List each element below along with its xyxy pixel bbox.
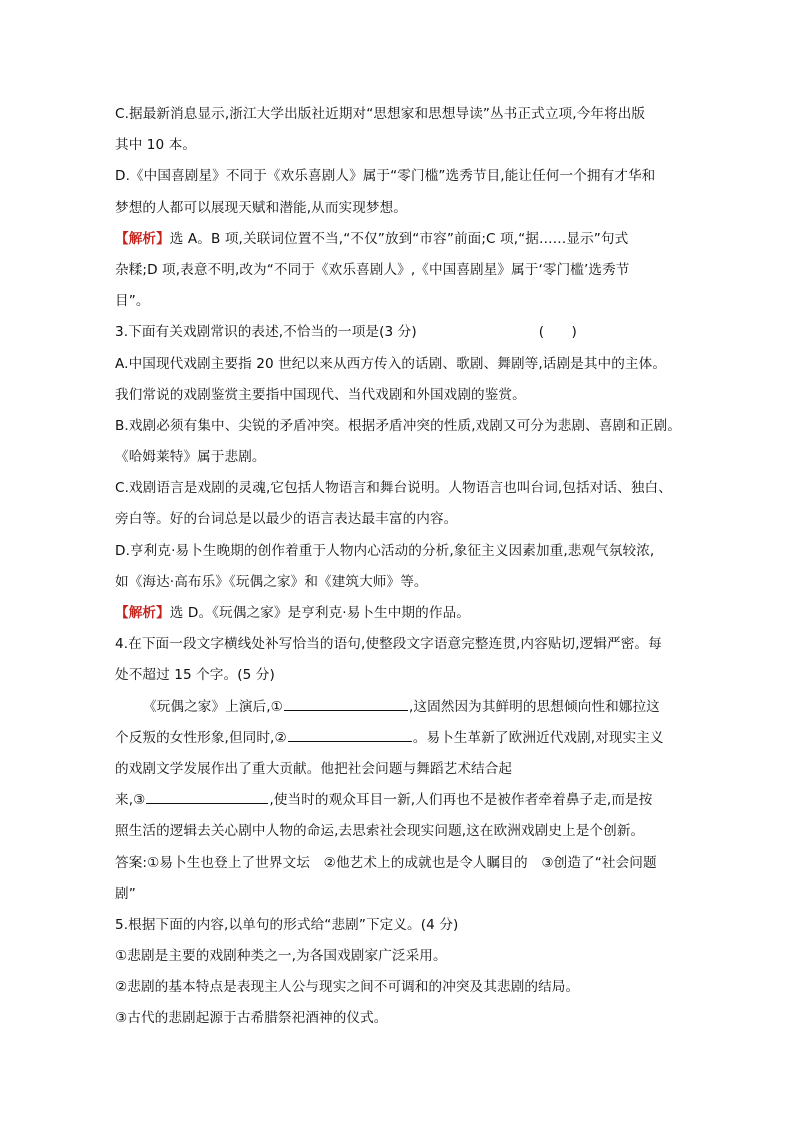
q2-analysis-line-2: 杂糅;D 项,表意不明,改为“不同于《欢乐喜剧人》,《中国喜剧星》属于‘零门槛’选秀节 <box>115 261 630 278</box>
q4-passage-text: 来,③ <box>115 792 146 809</box>
q4-passage-text: 个反叛的女性形象,但同时,② <box>115 729 287 746</box>
q5-item-2: ②悲剧的基本特点是表现主人公与现实之间不可调和的冲突及其悲剧的结局。 <box>115 979 580 996</box>
q4-stem-line-1: 4.在下面一段文字横线处补写恰当的语句,使整段文字语意完整连贯,内容贴切,逻辑严密。每 <box>115 636 662 653</box>
q3-analysis-text: 选 D。《玩偶之家》是亨利克·易卜生中期的作品。 <box>169 605 470 621</box>
q4-passage-line-3: 的戏剧文学发展作出了重大贡献。他把社会问题与舞蹈艺术结合起 <box>115 760 513 777</box>
q4-passage-text: ,使当时的观众耳目一新,人们再也不是被作者牵着鼻子走,而是按 <box>269 792 653 809</box>
q2-analysis-text-1: 选 A。B 项,关联词位置不当,“不仅”放到“市容”前面;C 项,“据……显示”句式 <box>169 230 629 247</box>
q2-analysis-line-3: 目”。 <box>115 293 150 310</box>
q3-option-c-line-1: C.戏剧语言是戏剧的灵魂,它包括人物语言和舞台说明。人物语言也叫台词,包括对话、独白、 <box>115 480 672 497</box>
option-d-line-2: 梦想的人都可以展现天赋和潜能,从而实现梦想。 <box>115 199 407 216</box>
q3-option-a-line-2: 我们常说的戏剧鉴赏主要指中国现代、当代戏剧和外国戏剧的鉴赏。 <box>115 386 526 403</box>
q4-passage-line-1 <box>115 692 685 723</box>
q5-item-1: ①悲剧是主要的戏剧种类之一,为各国戏剧家广泛采用。 <box>115 948 447 965</box>
option-c-line-2: 其中 10 本。 <box>115 137 197 154</box>
option-c-line-1: C.据最新消息显示,浙江大学出版社近期对“思想家和思想导读”丛书正式立项,今年将出版 <box>115 106 646 122</box>
q3-option-d-line-2: 如《海达·高布乐》《玩偶之家》和《建筑大师》等。 <box>115 573 428 590</box>
q3-option-a-line-1: A.中国现代戏剧主要指 20 世纪以来从西方传入的话剧、歌剧、舞剧等,话剧是其中的主体。 <box>115 355 667 372</box>
q4-passage-text: 。易卜生革新了欧洲近代戏剧,对现实主义 <box>412 729 664 746</box>
q4-passage-line-5: 照生活的逻辑去关心剧中人物的命运,去思索社会现实问题,这在欧洲戏剧史上是个创新。 <box>115 823 645 840</box>
q3-answer-paren: ( ) <box>538 324 577 341</box>
q4-passage-line-4 <box>115 785 685 816</box>
q3-option-b-line-1: B.戏剧必须有集中、尖锐的矛盾冲突。根据矛盾冲突的性质,戏剧又可分为悲剧、喜剧和正剧。 <box>115 417 682 434</box>
q4-stem-line-2: 处不超过 15 个字。(5 分) <box>115 667 275 684</box>
analysis-tag: 【解析】 <box>115 230 170 247</box>
q3-option-c-line-2: 旁白等。好的台词总是以最少的语言表达最丰富的内容。 <box>115 511 458 528</box>
fill-blank-3[interactable] <box>146 802 268 804</box>
q2-analysis-line-1 <box>115 224 685 255</box>
q3-analysis-line <box>115 598 685 629</box>
q4-passage-line-2 <box>115 723 685 754</box>
fill-blank-2[interactable] <box>288 740 412 742</box>
q5-stem: 5.根据下面的内容,以单句的形式给“悲剧”下定义。(4 分) <box>115 916 459 933</box>
q4-answer-line-1: 答案:①易卜生也登上了世界文坛 ②他艺术上的成就也是令人瞩目的 ③创造了“社会问题 <box>115 854 657 871</box>
fill-blank-1[interactable] <box>284 709 408 711</box>
q3-stem <box>115 317 685 348</box>
q3-option-b-line-2: 《哈姆莱特》属于悲剧。 <box>115 449 266 466</box>
q4-answer-line-2: 剧” <box>115 885 136 902</box>
analysis-tag: 【解析】 <box>115 605 170 621</box>
document-body <box>115 99 685 1035</box>
q3-option-d-line-1: D.亨利克·易卜生晚期的创作着重于人物内心活动的分析,象征主义因素加重,悲观气氛较浓, <box>115 542 655 559</box>
q4-passage-text: ,这固然因为其鲜明的思想倾向性和娜拉这 <box>408 698 660 715</box>
q3-stem-text: 3.下面有关戏剧常识的表述,不恰当的一项是(3 分) <box>115 324 417 341</box>
option-d-line-1: D.《中国喜剧星》不同于《欢乐喜剧人》属于“零门槛”选秀节目,能让任何一个拥有才华和 <box>115 168 656 185</box>
q5-item-3: ③古代的悲剧起源于古希腊祭祀酒神的仪式。 <box>115 1010 388 1027</box>
q4-passage-text: 《玩偶之家》上演后,① <box>143 698 283 715</box>
